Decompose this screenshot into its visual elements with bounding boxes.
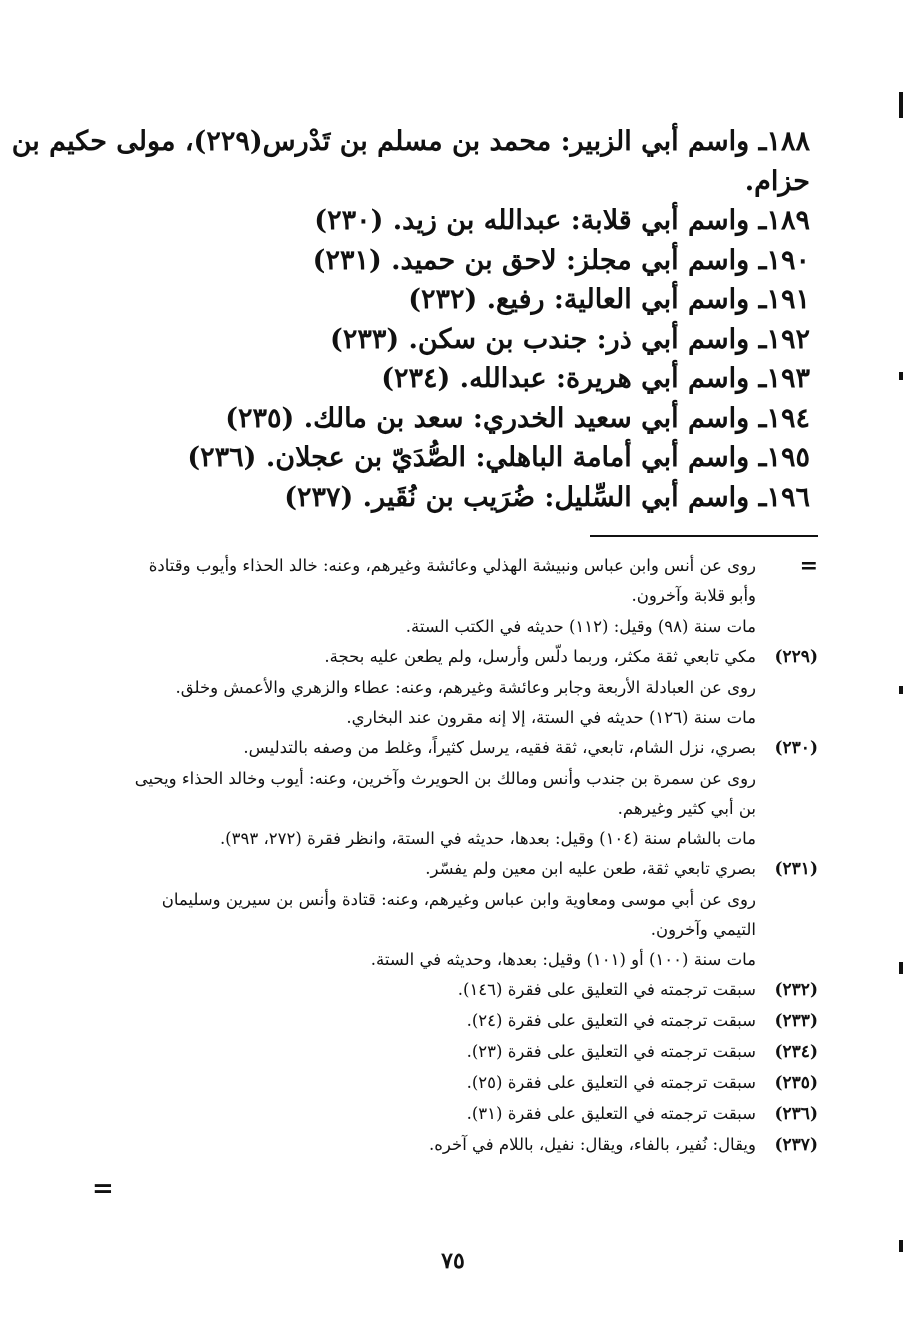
margin-mark [899, 372, 903, 380]
continuation-mark: = [799, 553, 818, 579]
footnote-number: (٢٢٩) [774, 647, 818, 667]
footnote [118, 1068, 818, 1098]
footnote-text: روى عن العبادلة الأربعة وجابر وعائشة وغيرهم، وعنه: عطاء والزهري والأعمش وخلق. [175, 678, 756, 697]
main-line: حزام. [744, 165, 810, 197]
margin-mark [899, 92, 903, 118]
footnote-number: (٢٣٦) [774, 1104, 818, 1124]
footnote-text: سبقت ترجمته في التعليق على فقرة (٣١). [466, 1104, 756, 1123]
footnote-text: روى عن أبي موسى ومعاوية وابن عباس وغيرهم، وعنه: قتادة وأنس بن سيرين وسليمان التيمي وآخرون. [161, 890, 756, 939]
margin-mark [899, 686, 903, 694]
footnote [118, 1130, 818, 1160]
footnote [118, 642, 818, 672]
footnote [118, 1099, 818, 1129]
footnote [118, 1006, 818, 1036]
page-number: ٧٥ [441, 1248, 465, 1274]
footnote-number: (٢٣٢) [774, 980, 818, 1000]
main-line: ١٩٠ـ واسم أبي مجلز: لاحق بن حميد. (٢٣١) [312, 244, 810, 276]
main-text [11, 122, 810, 517]
footnote-number: (٢٣٠) [774, 738, 818, 758]
main-line: ١٨٨ـ واسم أبي الزبير: محمد بن مسلم بن تَدْرس(٢٢٩)، مولى حكيم بن [11, 126, 810, 157]
footnote-text: مات بالشام سنة (١٠٤) وقيل: بعدها، حديثه في الستة، وانظر فقرة (٢٧٢، ٣٩٣). [219, 829, 756, 848]
footnote [118, 1037, 818, 1067]
footnote-text: بصري تابعي ثقة، طعن عليه ابن معين ولم يفسّر. [425, 859, 756, 878]
continuation-mark: = [92, 1174, 114, 1204]
footnote-text: مات سنة (٩٨) وقيل: (١١٢) حديثه في الكتب الستة. [405, 617, 756, 636]
footnote-number: (٢٣٧) [774, 1135, 818, 1155]
footnote-separator [590, 535, 818, 537]
footnote [118, 975, 818, 1005]
margin-mark [899, 1240, 903, 1252]
main-line: ١٩٦ـ واسم أبي السِّليل: ضُرَيب بن نُقَير. (٢٣٧) [284, 481, 810, 513]
footnote-text: سبقت ترجمته في التعليق على فقرة (٢٤). [466, 1011, 756, 1030]
main-line: ١٩٢ـ واسم أبي ذر: جندب بن سكن. (٢٣٣) [330, 323, 810, 355]
main-line: ١٩٥ـ واسم أبي أمامة الباهلي: الصُّدَيّ بن عجلان. (٢٣٦) [187, 442, 810, 473]
footnote-text: مكي تابعي ثقة مكثر، وربما دلّس وأرسل، ولم يطعن عليه بحجة. [324, 647, 756, 666]
footnotes [118, 551, 818, 1161]
footnote [118, 733, 818, 763]
margin-mark [899, 962, 903, 974]
footnote-text: سبقت ترجمته في التعليق على فقرة (٢٣). [466, 1042, 756, 1061]
footnote-text: مات سنة (١٢٦) حديثه في الستة، إلا إنه مقرون عند البخاري. [346, 708, 756, 727]
footnote-text: بصري، نزل الشام، تابعي، ثقة فقيه، يرسل كثيراً، وغلط من وصفه بالتدليس. [243, 738, 756, 757]
footnote-text: سبقت ترجمته في التعليق على فقرة (١٤٦). [457, 980, 756, 999]
footnote-number: (٢٣١) [774, 859, 818, 879]
footnote-text: روى عن سمرة بن جندب وأنس ومالك بن الحويرث وآخرين، وعنه: أيوب وخالد الحذاء ويحيى بن أبي كثير وغيرهم. [134, 769, 756, 818]
main-line: ١٩٤ـ واسم أبي سعيد الخدري: سعد بن مالك. (٢٣٥) [225, 402, 810, 434]
footnote-continuation [118, 551, 818, 611]
footnote-number: (٢٣٤) [774, 1042, 818, 1062]
footnote-text: سبقت ترجمته في التعليق على فقرة (٢٥). [466, 1073, 756, 1092]
main-line: ١٩٣ـ واسم أبي هريرة: عبدالله. (٢٣٤) [381, 363, 810, 394]
main-line: ١٨٩ـ واسم أبي قلابة: عبدالله بن زيد. (٢٣٠) [314, 205, 810, 236]
footnote-number: (٢٣٥) [774, 1073, 818, 1093]
footnote-number: (٢٣٣) [774, 1011, 818, 1031]
footnote-text: روى عن أنس وابن عباس ونبيشة الهذلي وعائشة وغيرهم، وعنه: خالد الحذاء وأيوب وقتادة وأبو قلابة وآخرون. [148, 556, 756, 605]
footnote-text: ويقال: نُفير، بالفاء، ويقال: نفيل، باللام في آخره. [429, 1135, 756, 1154]
footnote-text: مات سنة (١٠٠) أو (١٠١) وقيل: بعدها، وحديثه في الستة. [370, 950, 756, 969]
footnote [118, 854, 818, 884]
main-line: ١٩١ـ واسم أبي العالية: رفيع. (٢٣٢) [408, 284, 810, 315]
